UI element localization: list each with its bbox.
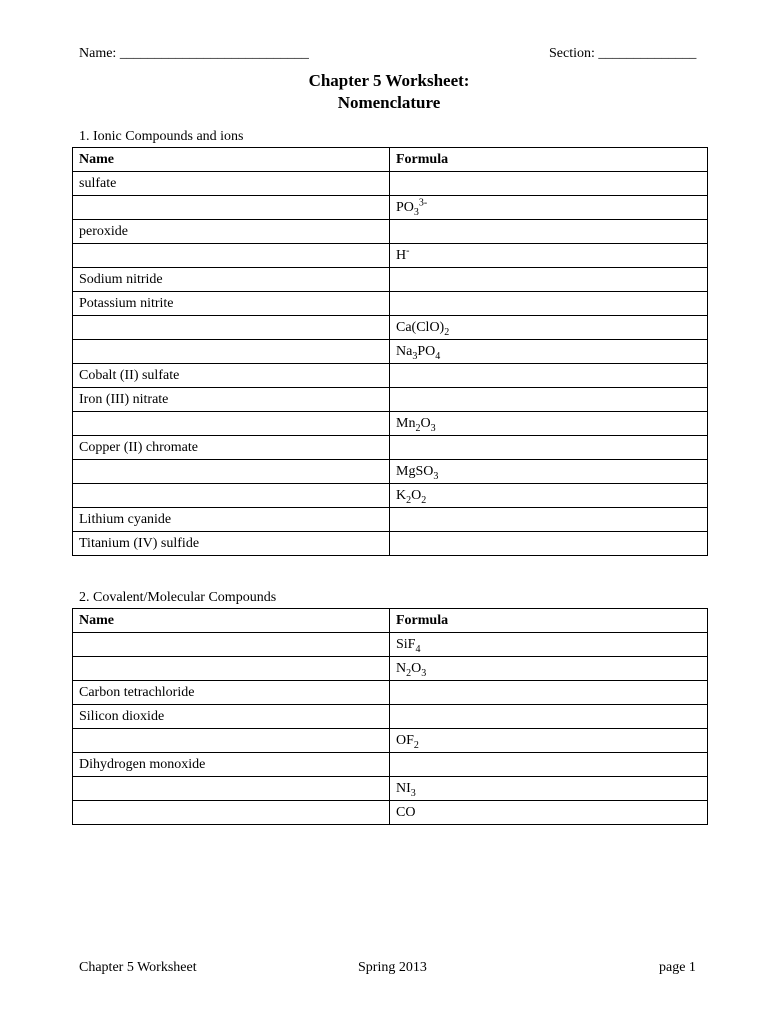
table-row	[73, 729, 708, 753]
table-row	[73, 484, 708, 508]
formula-text: Na	[396, 343, 413, 359]
compound-formula-cell	[390, 196, 708, 220]
table-row	[73, 244, 708, 268]
footer-document-title: Chapter 5 Worksheet	[79, 960, 197, 975]
compound-formula-cell[interactable]	[390, 172, 708, 196]
compound-name-cell[interactable]	[73, 484, 390, 508]
title-line-1: Chapter 5 Worksheet:	[308, 71, 470, 90]
compound-name-cell[interactable]	[73, 633, 390, 657]
formula-subscript: 2	[406, 667, 412, 679]
formula-text: PO	[396, 199, 414, 215]
compound-formula-cell[interactable]	[390, 681, 708, 705]
formula-text: NI	[396, 780, 411, 796]
compound-name-cell[interactable]	[73, 801, 390, 825]
table-row	[73, 532, 708, 556]
table-row	[73, 753, 708, 777]
formula-text: O	[411, 487, 422, 503]
table-row	[73, 172, 708, 196]
formula-subscript: 2	[415, 422, 421, 434]
compound-formula-cell	[390, 484, 708, 508]
formula-text: Mn	[396, 415, 416, 431]
formula-text: Ca(ClO)	[396, 319, 445, 335]
formula-subscript: 3	[430, 422, 436, 434]
table-row	[73, 268, 708, 292]
table-header-row	[73, 148, 708, 172]
formula-text: PO	[417, 343, 436, 359]
compound-name-cell: Copper (II) chromate	[73, 436, 390, 460]
compound-formula-cell	[390, 412, 708, 436]
footer-term: Spring 2013	[358, 960, 427, 975]
formula-subscript: 4	[415, 643, 421, 655]
formula-subscript: 4	[435, 350, 441, 362]
table-row	[73, 364, 708, 388]
compound-name-cell: Cobalt (II) sulfate	[73, 364, 390, 388]
formula-subscript: 3	[421, 667, 427, 679]
table-row	[73, 705, 708, 729]
formula-text: O	[420, 415, 431, 431]
compound-name-cell[interactable]	[73, 316, 390, 340]
compound-name-cell: Carbon tetrachloride	[73, 681, 390, 705]
table-row	[73, 316, 708, 340]
compound-name-cell[interactable]	[73, 657, 390, 681]
column-header-formula: Formula	[390, 148, 708, 172]
compound-formula-cell	[390, 244, 708, 268]
compound-formula-cell[interactable]	[390, 292, 708, 316]
formula-text: OF	[396, 732, 414, 748]
table-row	[73, 460, 708, 484]
compound-formula-cell	[390, 340, 708, 364]
formula-subscript: 3	[410, 787, 416, 799]
table-row	[73, 801, 708, 825]
name-field-line[interactable]: Name: ___________________________	[79, 46, 309, 61]
table-row	[73, 508, 708, 532]
compound-name-cell[interactable]	[73, 729, 390, 753]
table-row	[73, 436, 708, 460]
table-row	[73, 220, 708, 244]
footer-page-number: page 1	[659, 960, 696, 975]
compound-formula-cell[interactable]	[390, 388, 708, 412]
compound-name-cell[interactable]	[73, 460, 390, 484]
table-header-row	[73, 609, 708, 633]
table-row	[73, 196, 708, 220]
compound-name-cell[interactable]	[73, 412, 390, 436]
table-row	[73, 657, 708, 681]
compound-name-cell[interactable]	[73, 340, 390, 364]
compound-formula-cell	[390, 801, 708, 825]
compound-formula-cell[interactable]	[390, 220, 708, 244]
formula-subscript: 2	[421, 494, 427, 506]
compound-name-cell[interactable]	[73, 777, 390, 801]
formula-text: MgSO	[396, 463, 434, 479]
column-header-formula: Formula	[390, 609, 708, 633]
table-row	[73, 340, 708, 364]
formula-subscript: 3	[412, 350, 418, 362]
formula-text: H	[396, 247, 407, 263]
table-row	[73, 292, 708, 316]
compound-formula-cell	[390, 633, 708, 657]
table-row	[73, 388, 708, 412]
compound-formula-cell[interactable]	[390, 532, 708, 556]
compound-name-cell: Potassium nitrite	[73, 292, 390, 316]
compound-name-cell[interactable]	[73, 244, 390, 268]
formula-text: O	[411, 660, 422, 676]
formula-superscript: 3-	[418, 196, 428, 208]
covalent-compounds-table	[72, 608, 708, 825]
formula-text: N	[396, 660, 407, 676]
ionic-compounds-table	[72, 147, 708, 556]
section-field-line[interactable]: Section: ______________	[549, 46, 697, 61]
table-row	[73, 412, 708, 436]
formula-text: SiF	[396, 636, 416, 652]
compound-name-cell: peroxide	[73, 220, 390, 244]
compound-name-cell: sulfate	[73, 172, 390, 196]
compound-name-cell[interactable]	[73, 196, 390, 220]
formula-text: CO	[396, 804, 416, 820]
compound-formula-cell[interactable]	[390, 364, 708, 388]
section-1-heading: 1. Ionic Compounds and ions	[79, 129, 244, 144]
column-header-name: Name	[73, 148, 390, 172]
compound-name-cell: Iron (III) nitrate	[73, 388, 390, 412]
formula-superscript: -	[406, 244, 410, 256]
compound-formula-cell[interactable]	[390, 508, 708, 532]
compound-name-cell: Lithium cyanide	[73, 508, 390, 532]
compound-formula-cell	[390, 460, 708, 484]
table-row	[73, 633, 708, 657]
formula-text: K	[396, 487, 407, 503]
formula-subscript: 3	[433, 470, 439, 482]
compound-formula-cell[interactable]	[390, 268, 708, 292]
table-row	[73, 777, 708, 801]
formula-subscript: 2	[413, 739, 419, 751]
formula-subscript: 3	[413, 206, 419, 218]
compound-formula-cell[interactable]	[390, 753, 708, 777]
compound-formula-cell	[390, 657, 708, 681]
compound-name-cell: Sodium nitride	[73, 268, 390, 292]
compound-formula-cell[interactable]	[390, 436, 708, 460]
compound-formula-cell[interactable]	[390, 705, 708, 729]
table-row	[73, 681, 708, 705]
compound-name-cell: Silicon dioxide	[73, 705, 390, 729]
compound-formula-cell	[390, 316, 708, 340]
formula-subscript: 2	[444, 326, 450, 338]
column-header-name: Name	[73, 609, 390, 633]
title-line-2: Nomenclature	[337, 93, 441, 112]
compound-name-cell: Titanium (IV) sulfide	[73, 532, 390, 556]
section-2-heading: 2. Covalent/Molecular Compounds	[79, 590, 277, 605]
compound-formula-cell	[390, 729, 708, 753]
worksheet-title	[0, 70, 768, 114]
compound-formula-cell	[390, 777, 708, 801]
formula-subscript: 2	[406, 494, 412, 506]
compound-name-cell: Dihydrogen monoxide	[73, 753, 390, 777]
